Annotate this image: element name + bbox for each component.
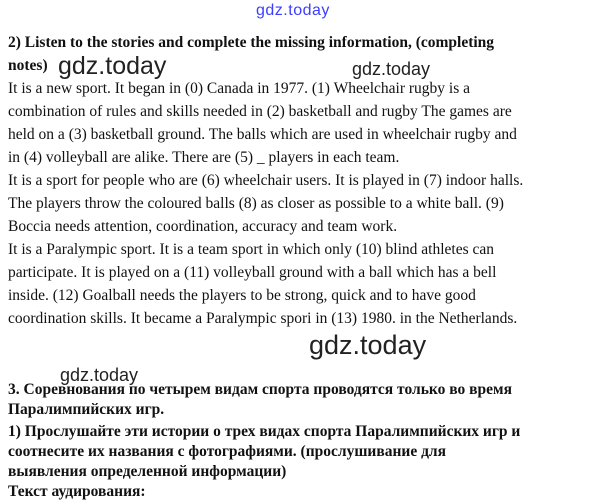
task3-line: выявления определенной информации) (8, 463, 287, 480)
task3-line: 3. Соревнования по четырем видам спорта проводятся только во время (8, 381, 512, 398)
story-line: participate. It is played on a (11) volleyball ground with a ball which has a bell (8, 264, 497, 281)
watermark: gdz.today (58, 52, 167, 80)
watermark: gdz.today (352, 59, 431, 79)
watermark: gdz.today (309, 330, 427, 360)
story-line: combination of rules and skills needed in (2) basketball and rugby The games are (8, 103, 512, 120)
story-line: coordination skills. It became a Paralympic spori in (13) 1980. in the Netherlands. (8, 310, 518, 327)
story-line: The players throw the coloured balls (8) as closer as possible to a white ball. (9) (8, 195, 504, 212)
task3-line: Паралимпийских игр. (8, 401, 165, 418)
story-line: held on a (3) basketball ground. The balls which are used in wheelchair rugby and (8, 126, 517, 143)
story-line: It is a Paralympic sport. It is a team sport in which only (10) blind athletes can (8, 241, 494, 258)
story-line: Boccia needs attention, coordination, accuracy and team work. (8, 218, 398, 235)
watermark-top: gdz.today (256, 2, 330, 19)
task3-line: соотнесите их названия с фотографиями. (прослушивание для (8, 443, 447, 460)
task3-line: Текст аудирования: (8, 483, 146, 500)
story-line: inside. (12) Goalball needs the players to be strong, quick and to have good (8, 287, 476, 304)
task2-heading-line2: notes) (8, 57, 48, 74)
story-line: in (4) volleyball are alike. There are (5) _ players in each team. (8, 149, 400, 166)
task3-line: 1) Прослушайте эти истории о трех видах спорта Паралимпийских игр и (8, 423, 521, 440)
watermark: gdz.today (60, 365, 139, 385)
story-line: It is a sport for people who are (6) wheelchair users. It is played in (7) indoor halls. (8, 172, 524, 189)
task2-heading-line1: 2) Listen to the stories and complete the missing information, (completing (8, 34, 495, 51)
story-line: It is a new sport. It began in (0) Canada in 1977. (1) Wheelchair rugby is a (8, 80, 470, 97)
